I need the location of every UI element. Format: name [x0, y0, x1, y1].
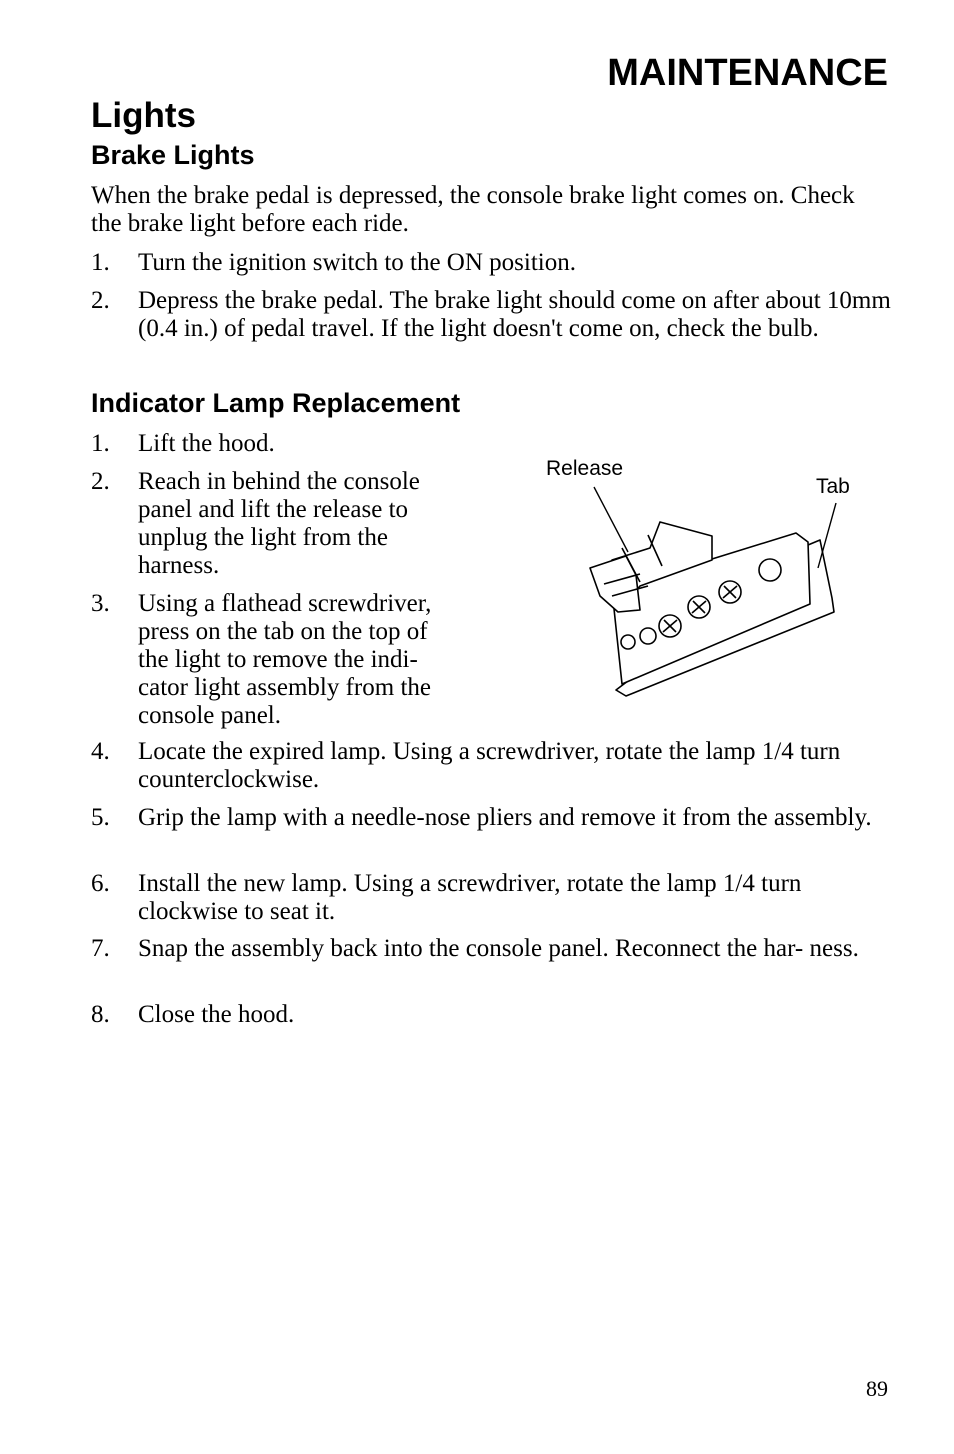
tab-callout: Tab: [816, 475, 850, 498]
step-text: Grip the lamp with a needle-nose pliers and remove it from the assembly.: [138, 804, 872, 831]
tab-leader-line: [818, 503, 836, 568]
step-number: 5.: [91, 804, 110, 831]
step-number: 2.: [91, 287, 110, 314]
lamp-hole: [621, 635, 635, 649]
lamp-hole: [640, 628, 656, 644]
step-text: Using a flathead screwdriver, press on the tab on the top of the light to remove the indi- cator light assembly from the console panel.: [138, 590, 432, 729]
step-number: 1.: [91, 249, 110, 276]
release-callout: Release: [546, 457, 624, 480]
indicator-step-8: [91, 1001, 881, 1029]
indicator-step-6: [91, 870, 891, 926]
brake-step-1: [91, 249, 891, 277]
brake-lights-intro: When the brake pedal is depressed, the console brake light comes on. Check the brake light before each ride.: [91, 182, 855, 237]
step-text: Reach in behind the console panel and lift the release to unplug the light from the harness.: [138, 468, 420, 579]
indicator-light-assembly-diagram: [540, 455, 860, 705]
step-number: 3.: [91, 590, 110, 617]
release-leader-line: [594, 487, 628, 552]
step-text: Depress the brake pedal. The brake light should come on after about 10mm (0.4 in.) of pedal travel. If the light doesn't come on, check the bulb.: [138, 287, 891, 342]
indicator-step-3: [91, 590, 463, 730]
indicator-lamp-heading: Indicator Lamp Replacement: [91, 388, 461, 418]
step-number: 8.: [91, 1001, 110, 1028]
indicator-step-5: [91, 804, 881, 832]
step-text: Snap the assembly back into the console panel. Reconnect the har- ness.: [138, 935, 859, 962]
indicator-step-2: [91, 468, 463, 580]
brake-step-2: [91, 287, 891, 343]
step-text: Locate the expired lamp. Using a screwdriver, rotate the lamp 1/4 turn counterclockwise.: [138, 738, 841, 793]
step-text: Lift the hood.: [138, 430, 275, 457]
indicator-step-7: [91, 935, 891, 963]
page-number: 89: [866, 1376, 888, 1401]
indicator-step-1: [91, 430, 471, 458]
step-number: 7.: [91, 935, 110, 962]
step-text: Turn the ignition switch to the ON position.: [138, 249, 576, 276]
indicator-step-4: [91, 738, 881, 794]
step-text: Close the hood.: [138, 1001, 295, 1028]
section-header: MAINTENANCE: [607, 52, 888, 94]
step-number: 4.: [91, 738, 110, 765]
step-number: 6.: [91, 870, 110, 897]
step-text: Install the new lamp. Using a screwdriver, rotate the lamp 1/4 turn clockwise to seat it.: [138, 870, 802, 925]
brake-lights-heading: Brake Lights: [91, 140, 255, 170]
lamp-hole: [759, 559, 781, 581]
page-title: Lights: [91, 96, 196, 135]
step-number: 1.: [91, 430, 110, 457]
step-number: 2.: [91, 468, 110, 495]
